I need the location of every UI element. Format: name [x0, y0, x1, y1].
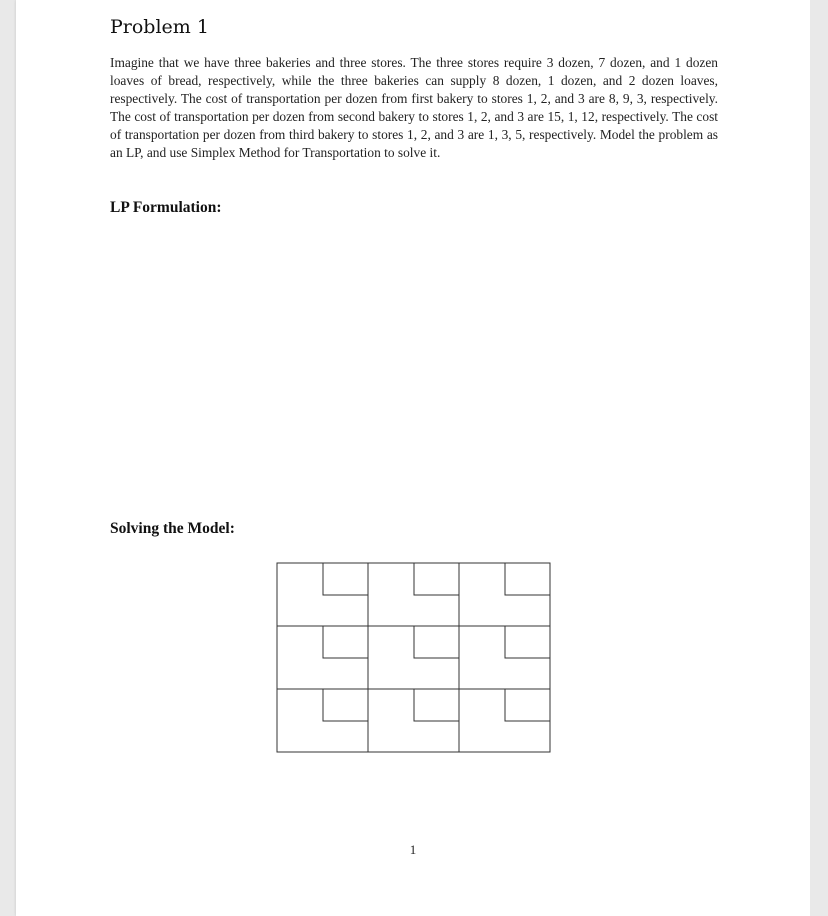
- lp-formulation-heading: LP Formulation:: [110, 199, 222, 216]
- tableau-cost-box: [323, 626, 368, 658]
- page-number: 1: [409, 842, 417, 857]
- viewer-margin: [810, 0, 828, 916]
- tableau-cost-box: [323, 689, 368, 721]
- transportation-tableau: [276, 562, 551, 753]
- tableau-cost-box: [414, 563, 459, 595]
- tableau-cost-box: [414, 689, 459, 721]
- transportation-tableau-grid: [276, 562, 551, 753]
- tableau-cost-box: [505, 689, 550, 721]
- tableau-cost-box: [414, 626, 459, 658]
- tableau-cost-box: [323, 563, 368, 595]
- problem-statement: Imagine that we have three bakeries and three stores. The three stores require 3 dozen, 7 dozen, and 1 dozen loaves of bread, respectively, while the three bakeries can supply 8 dozen, 1 dozen, and 2 dozen loaves, respectively. The cost of transportation per dozen from first bakery to stores 1, 2, and 3 are 8, 9, 3, respectively. The cost of transportation per dozen from second bakery to stores 1, 2, and 3 are 15, 1, 12, respectively. The cost of transportation per dozen from third bakery to stores 1, 2, and 3 are 1, 3, 5, respectively. Model the problem as an LP, and use Simplex Method for Transportation to solve it.: [110, 55, 718, 160]
- document-page: [16, 0, 810, 916]
- tableau-cost-box: [505, 563, 550, 595]
- problem-title: Problem 1: [110, 16, 209, 38]
- tableau-cost-box: [505, 626, 550, 658]
- solving-model-heading: Solving the Model:: [110, 520, 235, 537]
